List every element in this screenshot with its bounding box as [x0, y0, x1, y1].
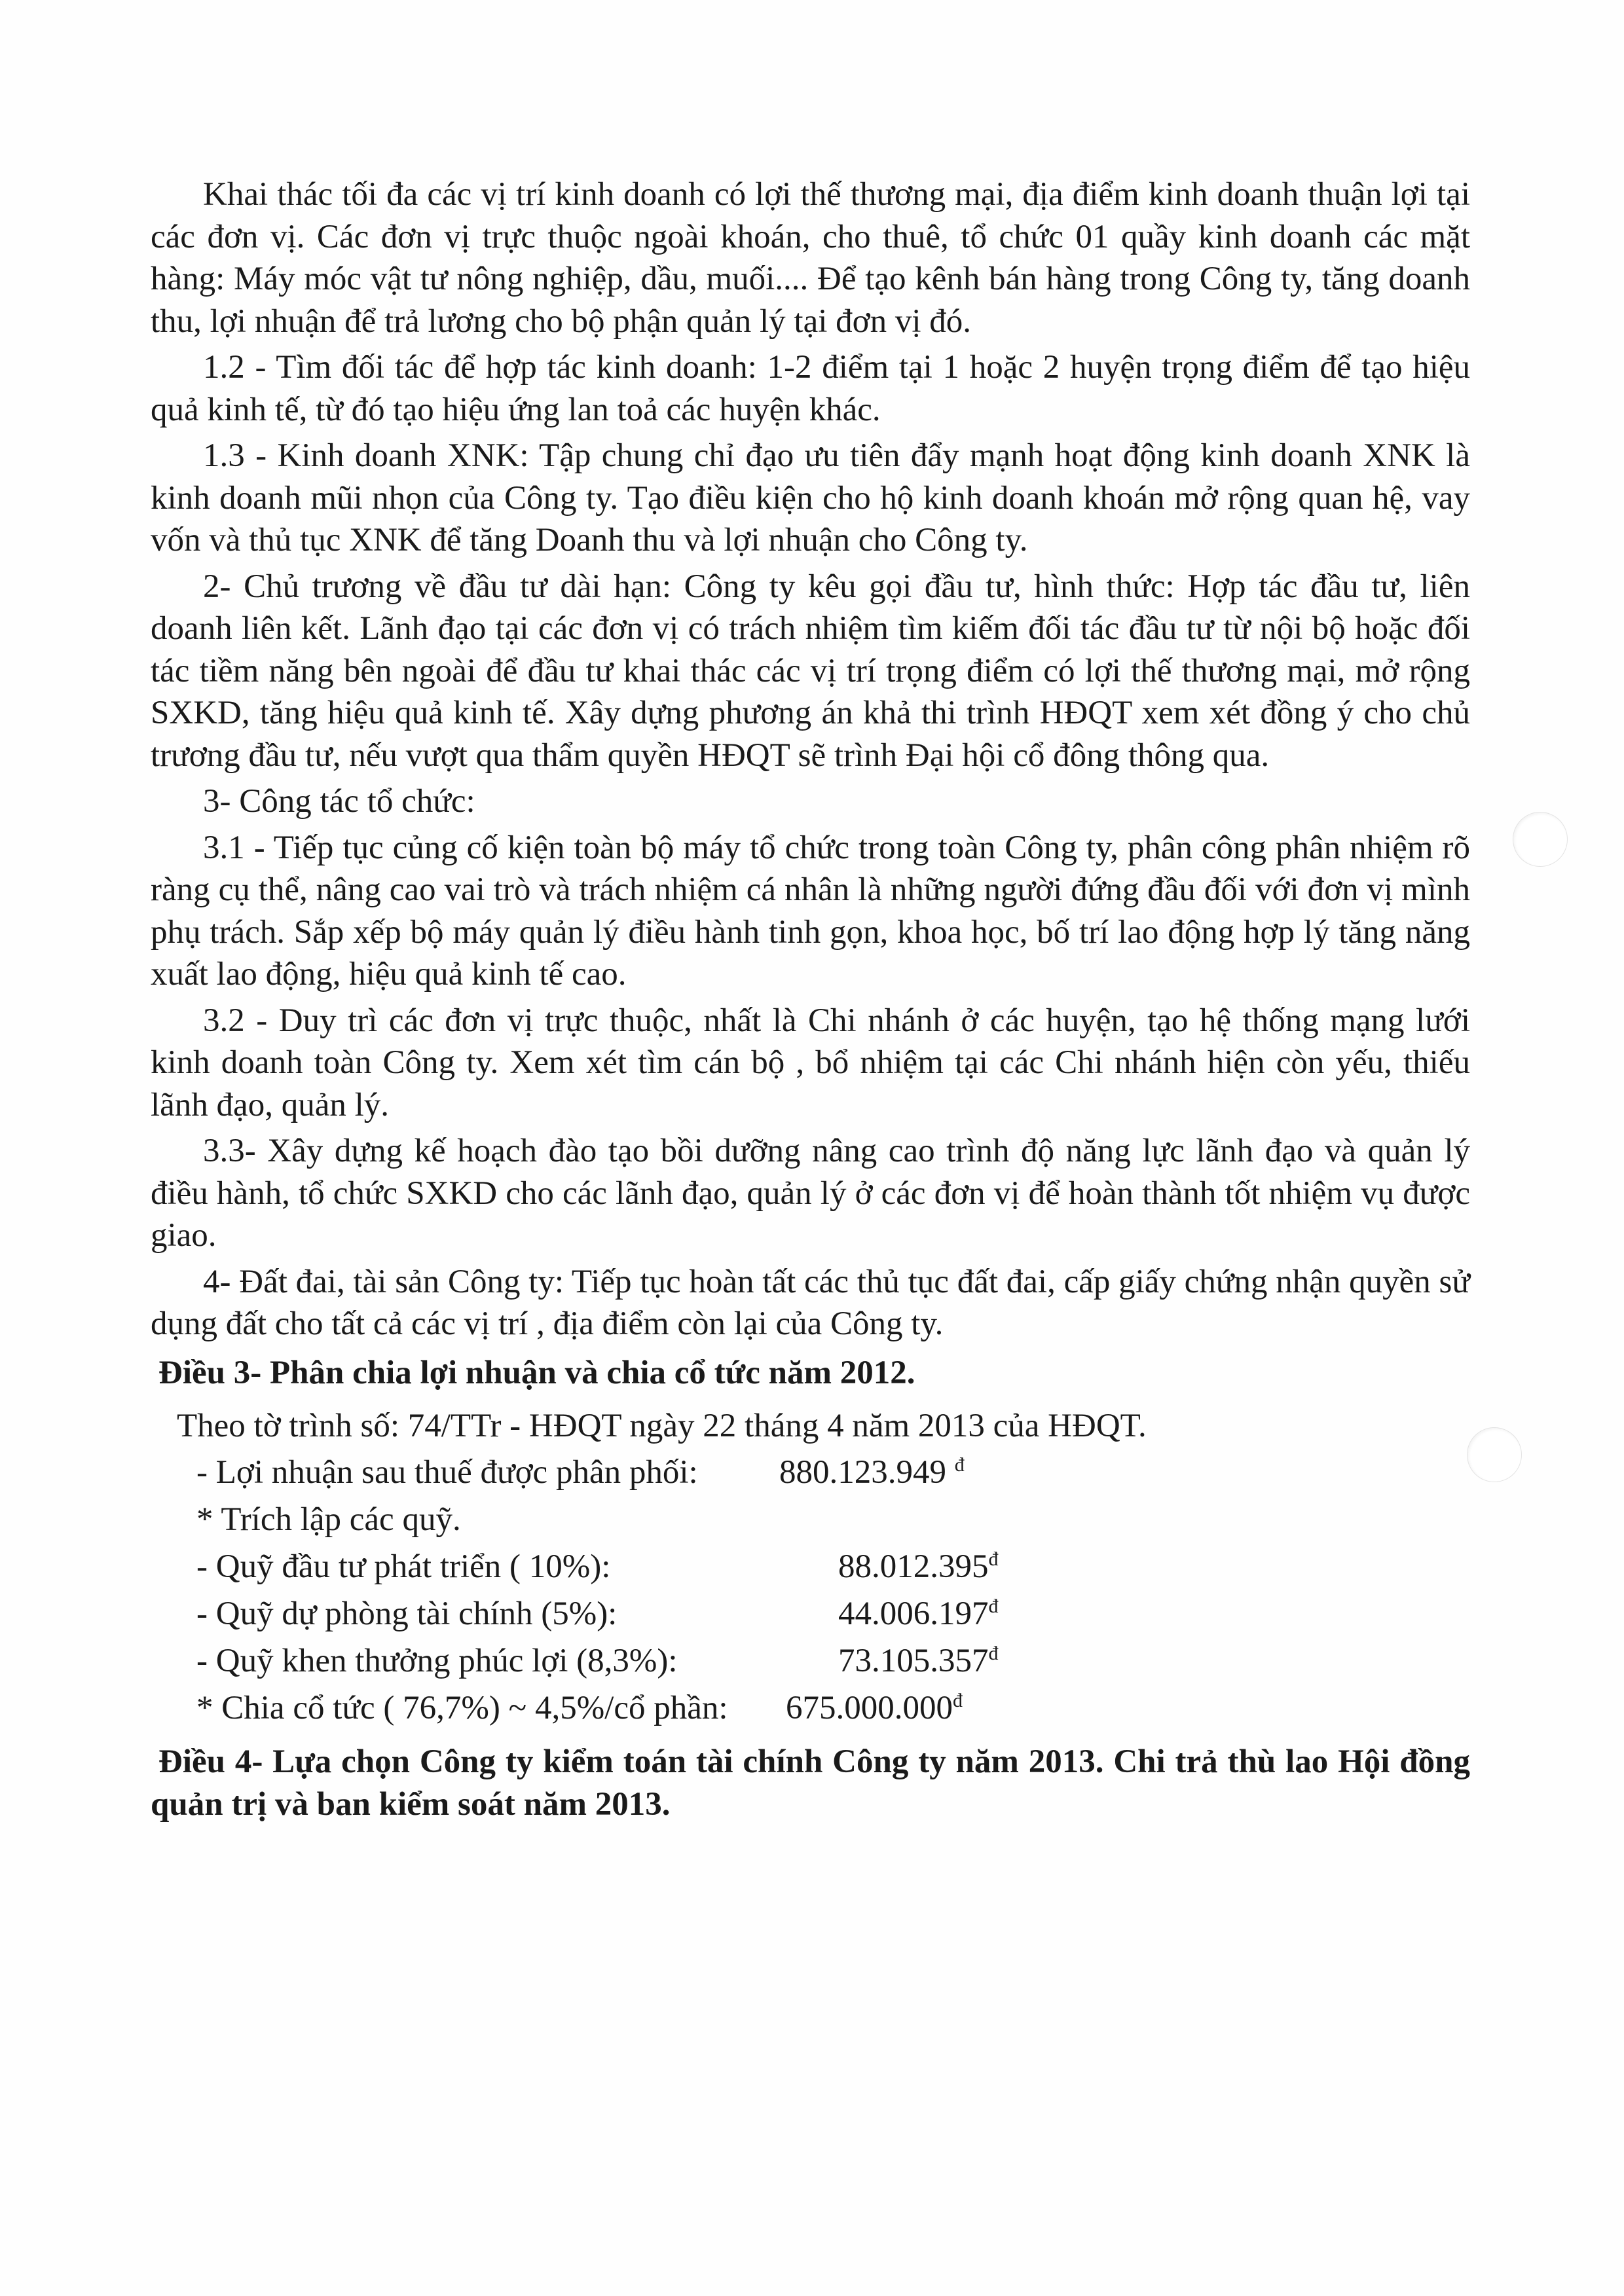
- fund-value: $44.006.197^đ$: [838, 1595, 999, 1632]
- dividend-row: [177, 1685, 1470, 1732]
- paragraph-2-investment: 2- Chủ trương về đầu tư dài hạn: Công ty kêu gọi đầu tư, hình thức: Hợp tác đầu tư, liên doanh liên kết. Lãnh đạo tại các đơn vị có trách nhiệm tìm kiếm đối tác đầu tư từ nội bộ hoặc đối tác tiềm năng bên ngoài để đầu tư khai thác các vị trí trọng điểm có lợi thế thương mại, mở rộng SXKD, tăng hiệu quả kinh tế. Xây dựng phương án khả thi trình HĐQT xem xét đồng ý cho chủ trương đầu tư, nếu vượt qua thẩm quyền HĐQT sẽ trình Đại hội cổ đông thông qua.: [151, 568, 1470, 774]
- fund-row: [177, 1637, 1470, 1685]
- article-4-heading: Điều 4- Lựa chọn Công ty kiểm toán tài chính Công ty năm 2013. Chi trả thù lao Hội đồng quản trị và ban kiểm soát năm 2013.: [151, 1743, 1470, 1823]
- punch-hole-top: [1513, 812, 1568, 867]
- paragraph-3-3: 3.3- Xây dựng kế hoạch đào tạo bồi dưỡng nâng cao trình độ năng lực lãnh đạo và quản lý điều hành, tổ chức SXKD cho các lãnh đạo, quản lý ở các đơn vị để hoàn thành tốt nhiệm vụ được giao.: [151, 1133, 1470, 1254]
- paragraph-3-2: 3.2 - Duy trì các đơn vị trực thuộc, nhất là Chi nhánh ở các huyện, tạo hệ thống mạng lưới kinh doanh toàn Công ty. Xem xét tìm cán bộ , bổ nhiệm tại các Chi nhánh hiện còn yếu, thiếu lãnh đạo, quản lý.: [151, 1002, 1470, 1123]
- paragraph-1-2: 1.2 - Tìm đối tác để hợp tác kinh doanh: 1-2 điểm tại 1 hoặc 2 huyện trọng điểm để tạo hiệu quả kinh tế, từ đó tạo hiệu ứng lan toả các huyện khác.: [151, 349, 1470, 428]
- fund-label: - Quỹ khen thưởng phúc lợi (8,3%):: [196, 1643, 678, 1679]
- article-3-heading: Điều 3- Phân chia lợi nhuận và chia cổ tức năm 2012.: [158, 1354, 915, 1391]
- fund-label: - Quỹ dự phòng tài chính (5%):: [196, 1595, 618, 1632]
- dividend-label: * Chia cổ tức ( 76,7%) ~ 4,5%/cổ phần:: [196, 1690, 728, 1726]
- dividend-value: $675.000.000^đ$: [786, 1690, 963, 1726]
- fund-value: $88.012.395^đ$: [838, 1548, 999, 1585]
- profit-value: 880.123.949 $^đ$: [779, 1454, 965, 1491]
- currency-mark: đ: [954, 1454, 965, 1476]
- paragraph-business-locations: Khai thác tối đa các vị trí kinh doanh có lợi thế thương mại, địa điểm kinh doanh thuận lợi tại các đơn vị. Các đơn vị trực thuộc ngoài khoán, cho thuê, tổ chức 01 quầy kinh doanh các mặt hàng: Máy móc vật tư nông nghiệp, dầu, muối.... Để tạo kênh bán hàng trong Công ty, tăng doanh thu, lợi nhuận để trả lương cho bộ phận quản lý tại đơn vị đó.: [151, 176, 1470, 340]
- profit-row: [177, 1449, 1470, 1496]
- fund-label: - Quỹ đầu tư phát triển ( 10%):: [196, 1548, 611, 1585]
- paragraph-1-3: 1.3 - Kinh doanh XNK: Tập chung chỉ đạo ưu tiên đẩy mạnh hoạt động kinh doanh XNK là kinh doanh mũi nhọn của Công ty. Tạo điều kiện cho hộ kinh doanh khoán mở rộng quan hệ, vay vốn và thủ tục XNK để tăng Doanh thu và lợi nhuận cho Công ty.: [151, 437, 1470, 558]
- paragraph-4-land: 4- Đất đai, tài sản Công ty: Tiếp tục hoàn tất các thủ tục đất đai, cấp giấy chứng nhận quyền sử dụng đất cho tất cả các vị trí , địa điểm còn lại của Công ty.: [151, 1263, 1470, 1342]
- fund-value: $73.105.357^đ$: [838, 1643, 999, 1679]
- paragraph-3-1: 3.1 - Tiếp tục củng cố kiện toàn bộ máy tổ chức trong toàn Công ty, phân công phân nhiệm rõ ràng cụ thể, nâng cao vai trò và trách nhiệm cá nhân là những người đứng đầu đối với đơn vị mình phụ trách. Sắp xếp bộ máy quản lý điều hành tinh gọn, khoa học, bố trí lao động hợp lý tăng năng xuất lao động, hiệu quả kinh tế cao.: [151, 829, 1470, 993]
- punch-hole-bottom: [1467, 1427, 1522, 1482]
- profit-distribution: [177, 1403, 1470, 1732]
- funds-heading: * Trích lập các quỹ.: [196, 1501, 461, 1538]
- document-body: [151, 173, 1470, 1825]
- profit-label: - Lợi nhuận sau thuế được phân phối:: [196, 1454, 698, 1491]
- article-3-intro: Theo tờ trình số: 74/TTr - HĐQT ngày 22 tháng 4 năm 2013 của HĐQT.: [177, 1408, 1147, 1444]
- fund-row: [177, 1590, 1470, 1637]
- paragraph-3-organization: 3- Công tác tổ chức:: [203, 783, 475, 820]
- fund-row: [177, 1543, 1470, 1590]
